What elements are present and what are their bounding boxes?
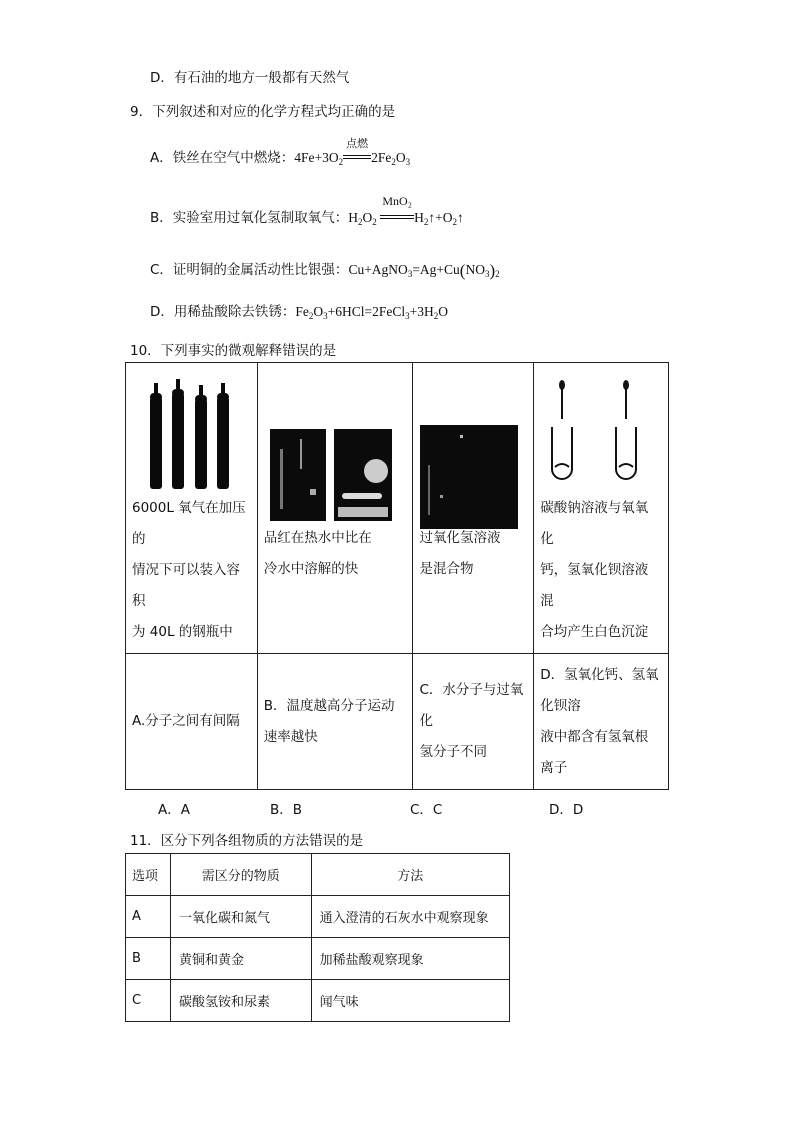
q11-header-substances: 需区分的物质 [170,854,311,896]
q9-option-d-equation: $Fe_2O_3+6HCl=2FeCl_3+3H_2O$ [295,304,449,321]
q11-row-c-option: C [126,980,171,1022]
q10-explanation-c-line-1: C．水分子与过氧 [419,682,524,698]
q10-fact-cell-3 [413,363,534,654]
q10-explanation-c-line-3: 氢分子不同 [419,744,487,760]
q11-row-a-option: A [126,896,171,938]
q10-fact-cell-4 [534,363,669,654]
q9-option-d [150,300,448,321]
q10-fact-4-line-1: 碳酸钠溶液与氧氧 [540,500,649,516]
q10-fact-1-line-2: 的 [132,531,146,547]
q10-explanation-row [126,654,669,790]
q9-option-b [150,194,464,227]
table-row [126,938,510,980]
q10-fact-2-line-1: 品红在热水中比在 [263,530,372,546]
q10-fact-4-line-4: 混 [540,593,554,609]
q10-explanation-cell-1 [126,654,258,790]
q10-fact-2-line-2: 冷水中溶解的快 [263,561,359,577]
q11-header-method: 方法 [311,854,509,896]
q10-explanation-d-line-1: D．氢氧化钙、氢氧 [540,666,659,683]
q10-fact-3-line-2: 是混合物 [419,561,474,577]
table-row [126,896,510,938]
q11-header-row [126,854,510,896]
q10-fact-1-line-3: 情况下可以装入容 [132,562,240,578]
q10-explanation-a: A.分子之间有间隔 [132,713,240,729]
q11-stem: 11．区分下列各组物质的方法错误的是 [130,833,364,849]
q11-row-c-substances: 碳酸氢铵和尿素 [170,980,311,1022]
q10-choice-d: D．D [549,802,584,818]
table-row [126,980,510,1022]
q9-option-b-equation: $H_2O_2$ MnO₂ $H_2↑+O_2↑$ [348,194,464,227]
q10-explanation-d-line-3: 液中都含有氢氧根 [540,728,649,745]
q10-explanation-d-line-2: 化钡溶 [540,697,581,714]
q10-fact-row [126,363,669,654]
hydrogen-peroxide-image [419,363,527,523]
q10-choice-b: B．B [270,802,303,818]
q10-fact-1-line-5: 为 40L 的钢瓶中 [132,624,233,640]
q11-row-a-method: 通入澄清的石灰水中观察现象 [311,896,509,938]
q10-explanation-cell-3 [413,654,534,790]
q10-fact-4-line-2: 化 [540,531,554,547]
q9-option-c [150,258,500,281]
q10-fact-1-line-1: 6000L 氧气在加压 [132,500,246,516]
q10-explanation-b-line-2: 速率越快 [263,728,318,745]
q11-row-c-method: 闻气味 [311,980,509,1022]
q9-stem: 9．下列叙述和对应的化学方程式均正确的是 [130,104,396,120]
q10-fact-cell-1 [126,363,258,654]
q10-stem: 10．下列事实的微观解释错误的是 [130,343,337,359]
magenta-dissolving-image [264,363,407,523]
oxygen-cylinders-image [132,363,251,493]
q9-option-a [150,137,411,167]
q9-option-a-equation: $4Fe+3O_2$ 点燃 $2Fe_2O_3$ [294,137,411,167]
q10-choice-c: C．C [410,802,443,818]
q10-fact-4-line-3: 钙，氢氧化钡溶液 [540,562,649,578]
q9-option-a-condition: 点燃 [346,137,369,150]
q10-fact-3-line-1: 过氧化氢溶液 [419,530,501,546]
q9-option-c-equation: $Cu+AgNO_3=Ag+Cu(NO_3)_2$ [348,261,500,280]
q11-row-a-substances: 一氧化碳和氮气 [170,896,311,938]
q10-explanation-c-line-2: 化 [419,713,433,729]
q9-option-b-label: B．实验室用过氧化氢制取氧气： [150,210,349,226]
q9-option-c-label: C．证明铜的金属活动性比银强： [150,262,349,278]
q10-choice-a: A．A [158,802,190,818]
q9-option-b-condition: MnO₂ [382,194,412,208]
q10-fact-1-line-4: 积 [132,593,146,609]
q10-explanation-cell-2 [257,654,413,790]
q9-option-d-label: D．用稀盐酸除去铁锈： [150,304,296,320]
q11-row-b-substances: 黄铜和黄金 [170,938,311,980]
q10-table [125,362,669,790]
q11-header-option: 选项 [126,854,171,896]
q10-explanation-d-line-4: 离子 [540,759,568,776]
q11-row-b-method: 加稀盐酸观察现象 [311,938,509,980]
q11-table [125,853,510,1022]
q11-row-b-option: B [126,938,171,980]
q10-fact-4-line-5: 合均产生白色沉淀 [540,624,649,640]
q10-fact-cell-2 [257,363,413,654]
test-tube-dropper-image [540,363,662,493]
q10-explanation-b-line-1: B．温度越高分子运动 [263,697,395,714]
q9-option-a-label: A．铁丝在空气中燃烧： [150,150,295,166]
q8-option-d: D．有石油的地方一般都有天然气 [150,70,350,86]
q10-explanation-cell-4 [534,654,669,790]
